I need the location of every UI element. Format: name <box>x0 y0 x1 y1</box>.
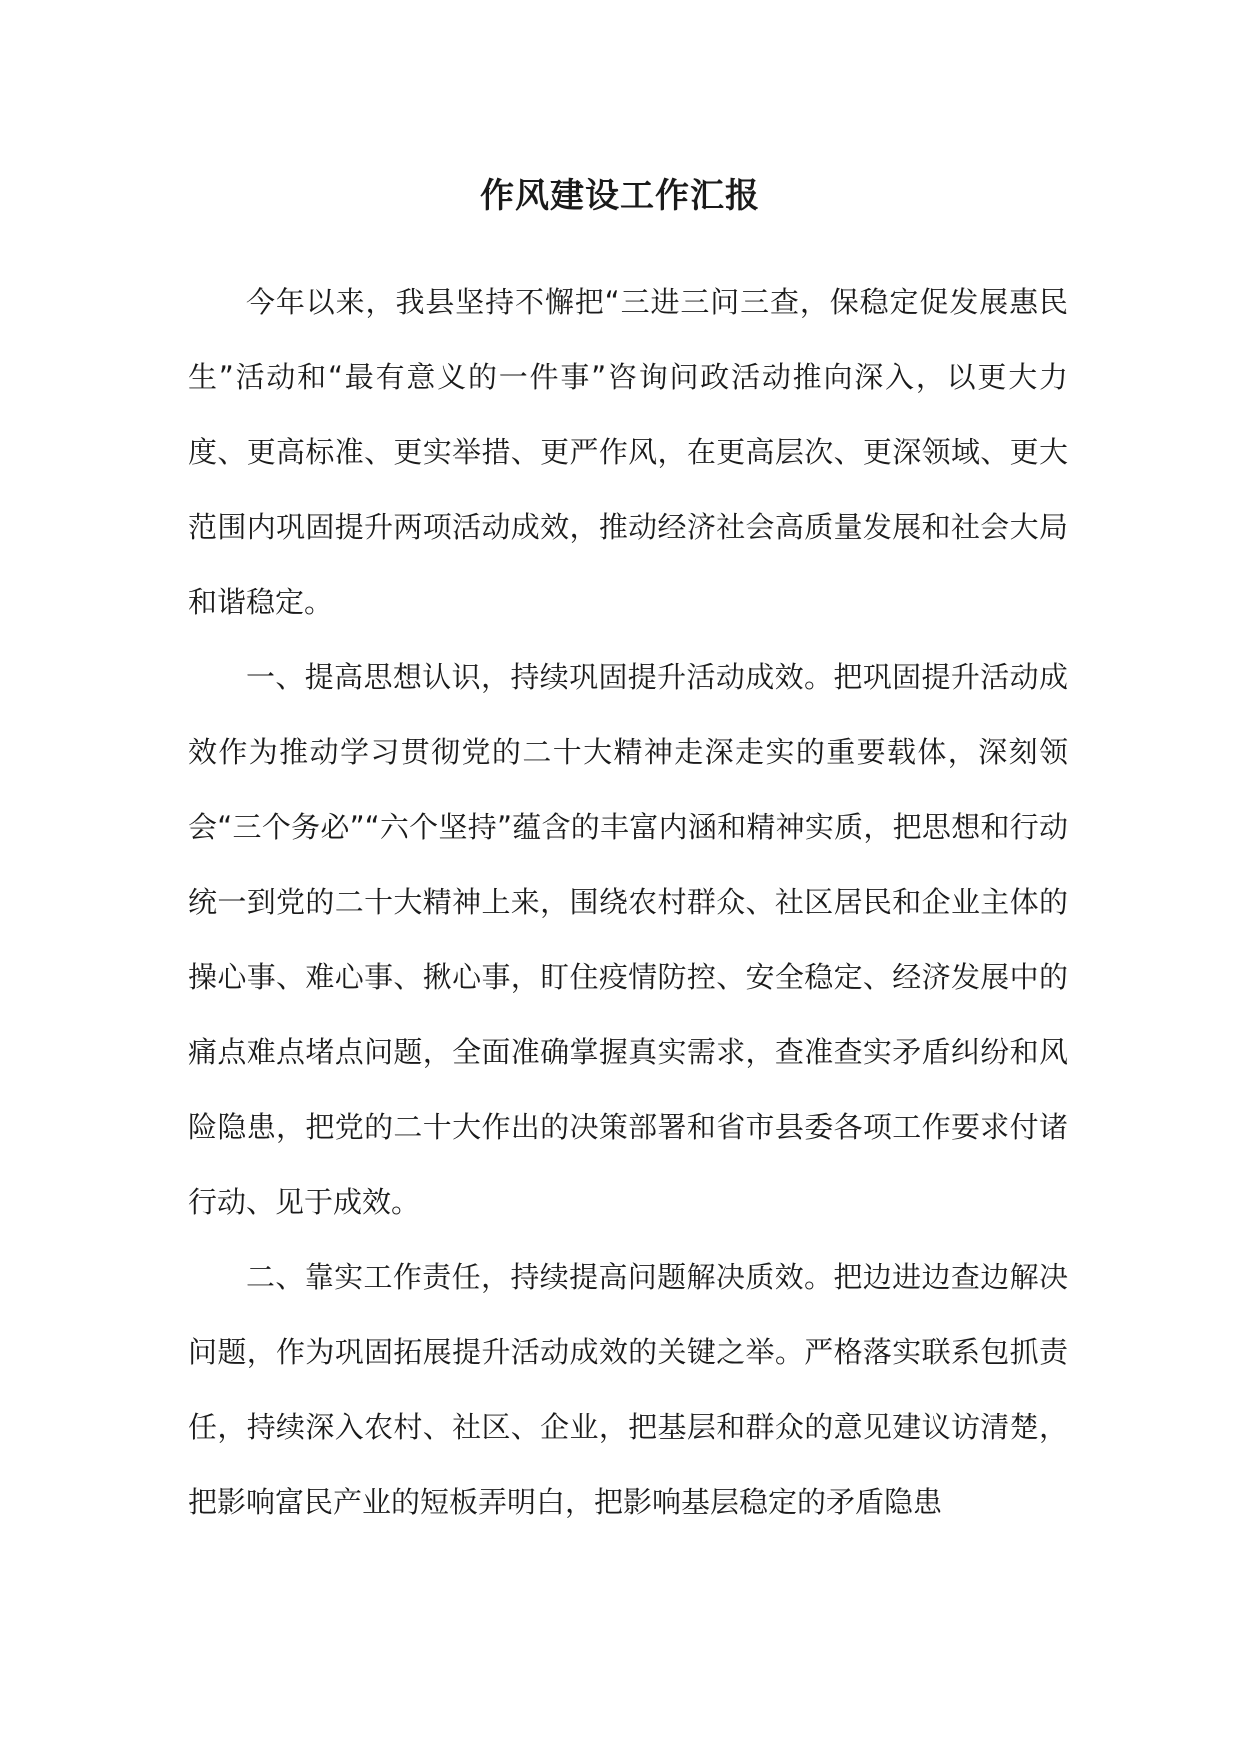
paragraph-intro: 今年以来，我县坚持不懈把“三进三问三查，保稳定促发展惠民生”活动和“最有意义的一件事”咨询问政活动推向深入，以更大力度、更高标准、更实举措、更严作风，在更高层次、更深领域、更大范围内巩固提升两项活动成效，推动经济社会高质量发展和社会大局和谐稳定。 <box>188 285 1068 619</box>
document-title: 作风建设工作汇报 <box>480 176 760 216</box>
document-body <box>188 265 1068 1540</box>
paragraph-section-two: 二、靠实工作责任，持续提高问题解决质效。把边进边查边解决问题，作为巩固拓展提升活动成效的关键之举。严格落实联系包抓责任，持续深入农村、社区、企业，把基层和群众的意见建议访清楚，把影响富民产业的短板弄明白，把影响基层稳定的矛盾隐患 <box>188 1260 1068 1519</box>
paragraph-section-one: 一、提高思想认识，持续巩固提升活动成效。把巩固提升活动成效作为推动学习贯彻党的二十大精神走深走实的重要载体，深刻领会“三个务必”“六个坚持”蕴含的丰富内涵和精神实质，把思想和行动统一到党的二十大精神上来，围绕农村群众、社区居民和企业主体的操心事、难心事、揪心事，盯住疫情防控、安全稳定、经济发展中的痛点难点堵点问题，全面准确掌握真实需求，查准查实矛盾纠纷和风险隐患，把党的二十大作出的决策部署和省市县委各项工作要求付诸行动、见于成效。 <box>188 660 1068 1219</box>
